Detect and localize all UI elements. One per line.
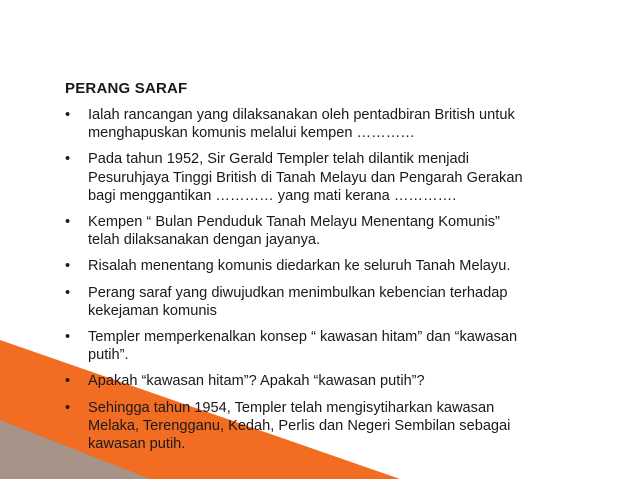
bullet-text-line: Kempen “ Bulan Penduduk Tanah Melayu Menentang Komunis” [88,214,500,231]
slide-heading: PERANG SARAF [65,80,188,97]
bullet-text-line: Sehingga tahun 1954, Templer telah mengisytiharkan kawasan [88,399,495,416]
bullet-list [65,106,585,453]
bullet-item [65,328,585,364]
bullet-text-line: Perang saraf yang diwujudkan menimbulkan kebencian terhadap [88,284,508,301]
bullet-dot-icon: • [65,399,71,416]
bullet-dot-icon: • [65,151,71,168]
bullet-dot-icon: • [65,258,71,275]
bullet-text-line: putih”. [88,347,129,364]
bullet-dot-icon: • [65,107,71,123]
bullet-text-line: telah dilaksanakan dengan jayanya. [88,232,321,249]
bullet-text-line: Ialah rancangan yang dilaksanakan oleh pentadbiran British untuk [88,107,515,123]
bullet-text-line: Apakah “kawasan hitam”? Apakah “kawasan putih”? [88,373,425,390]
bullet-item [65,213,585,249]
bullet-dot-icon: • [65,214,71,231]
bullet-dot-icon: • [65,329,71,346]
bullet-text-line: Risalah menentang komunis diedarkan ke seluruh Tanah Melayu. [88,258,511,275]
bullet-item [65,284,585,320]
bullet-item [65,257,585,275]
bullet-dot-icon: • [65,284,71,301]
bullet-text-line: kawasan putih. [88,436,186,453]
slide-content [65,80,585,461]
bullet-text-line: bagi menggantikan ………… yang mati kerana …………. [88,187,457,204]
bullet-item [65,399,585,454]
bullet-dot-icon: • [65,373,71,390]
bullet-text-line: Melaka, Terengganu, Kedah, Perlis dan Negeri Sembilan sebagai [88,417,511,434]
bullet-item [65,106,585,142]
bullet-text-line: menghapuskan komunis melalui kempen ………… [88,125,415,142]
bullet-item [65,372,585,390]
bullet-text-line: kekejaman komunis [88,302,217,319]
bullet-item [65,150,585,205]
bullet-text-line: Templer memperkenalkan konsep “ kawasan hitam” dan “kawasan [88,329,518,346]
bullet-text-line: Pada tahun 1952, Sir Gerald Templer telah dilantik menjadi [88,151,470,168]
bullet-text-line: Pesuruhjaya Tinggi British di Tanah Melayu dan Pengarah Gerakan [88,169,523,186]
